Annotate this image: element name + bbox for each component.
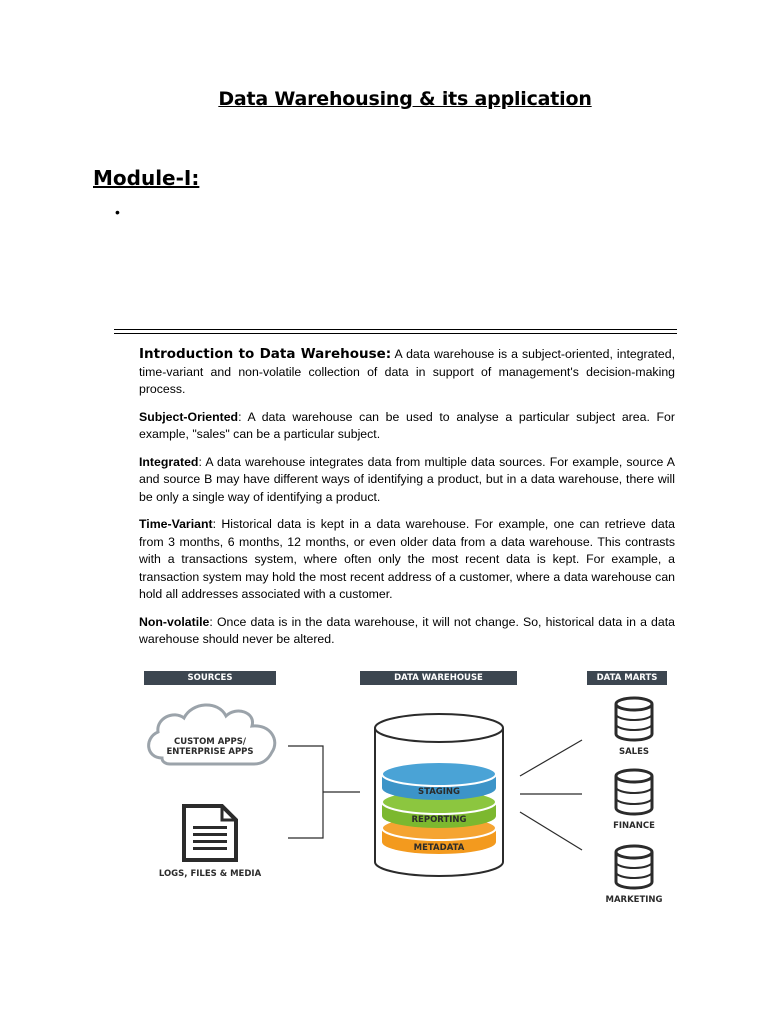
term-time-variant: Time-Variant [139, 517, 213, 531]
term-intro: Introduction to Data Warehouse: [139, 346, 392, 362]
mart-connectors [520, 740, 582, 850]
body-text [139, 346, 675, 659]
document-icon [184, 806, 236, 860]
paragraph-text: : Historical data is kept in a data warehouse. For example, one can retrieve data from 3 months, 6 months, 12 months, or even older data from a data warehouse. This contrasts with a transactions system, where often only the most recent data is kept. For example, a transaction system may hold the most recent address of a customer, where a data warehouse can hold all addresses associated with a customer. [139, 517, 675, 601]
mart-finance-label: FINANCE [613, 821, 655, 831]
mart-sales-label: SALES [618, 747, 650, 757]
marts-header: DATA MARTS [587, 671, 667, 685]
database-icon [616, 698, 652, 740]
warehouse-header: DATA WAREHOUSE [360, 671, 517, 685]
term-subject-oriented: Subject-Oriented [139, 409, 239, 424]
data-warehouse-diagram [140, 666, 670, 912]
layer-reporting: REPORTING [411, 815, 467, 825]
paragraph-integrated [139, 454, 675, 507]
paragraph-text: : A data warehouse integrates data from multiple data sources. For example, source A and source B may have different ways of identifying a product, but in a data warehouse, there will be only a single way of identifying a product. [139, 454, 675, 504]
paragraph-text: A data warehouse is a subject-oriented, integrated, time-variant and non-volatile collection of data in support of management's decision-making process. [139, 347, 676, 396]
empty-bullet: • [115, 204, 120, 220]
term-integrated: Integrated [139, 454, 199, 469]
source-connectors [288, 746, 360, 838]
database-icon [616, 846, 652, 888]
sources-header: SOURCES [144, 671, 276, 685]
divider-line-top [114, 329, 677, 330]
term-non-volatile: Non-volatile [139, 614, 210, 629]
database-icon [616, 770, 652, 814]
paragraph-text: : A data warehouse can be used to analyse a particular subject area. For example, "sales" can be a particular subject. [139, 409, 675, 441]
paragraph-time-variant [139, 516, 675, 604]
paragraph-intro [139, 346, 675, 399]
file-label: LOGS, FILES & MEDIA [158, 869, 262, 879]
page-title: Data Warehousing & its application [218, 88, 592, 110]
layer-metadata: METADATA [413, 843, 465, 853]
diagram-graphics [140, 666, 670, 912]
paragraph-subject-oriented [139, 409, 675, 444]
divider-line-bottom [114, 333, 677, 334]
cloud-label-line2: ENTERPRISE APPS [166, 747, 254, 757]
mart-marketing-label: MARKETING [605, 895, 663, 905]
paragraph-non-volatile [139, 614, 675, 649]
cloud-label-line1: CUSTOM APPS/ [174, 737, 246, 747]
paragraph-text: : Once data is in the data warehouse, it will not change. So, historical data in a data warehouse should never be altered. [139, 614, 675, 646]
module-heading: Module-I: [93, 166, 200, 190]
layer-staging: STAGING [417, 787, 461, 797]
